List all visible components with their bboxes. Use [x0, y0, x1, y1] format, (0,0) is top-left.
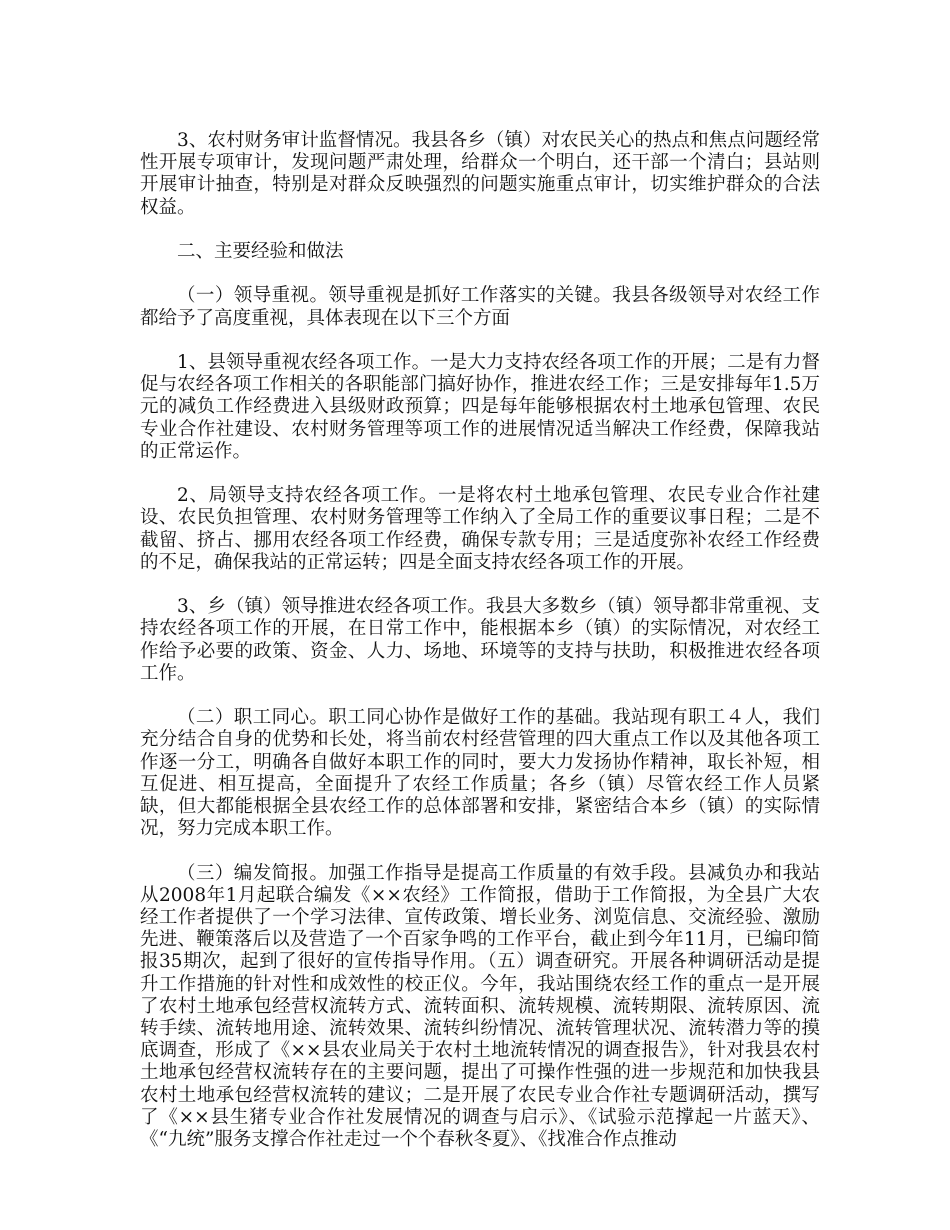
section-heading-experience: 二、主要经验和做法 — [177, 241, 344, 262]
paragraph-bureau-leadership: 2、局领导支持农经各项工作。一是将农村土地承包管理、农民专业合作社建设、农民负担管理、农村财务管理等工作纳入了全局工作的重要议事日程；二是不截留、挤占、挪用农经各项工作经费，确保专款专用；三是适度弥补农经工作经费的不足，确保我站的正常运转；四是全面支持农经各项工作的开展。 — [140, 485, 820, 573]
document-page — [140, 130, 820, 1151]
paragraph-briefings-research: （三）编发简报。加强工作指导是提高工作质量的有效手段。县减负办和我站从2008年1月起联合编发《××农经》工作简报，借助于工作简报，为全县广大农经工作者提供了一个学习法律、宣传政策、增长业务、浏览信息、交流经验、激励先进、鞭策落后以及营造了一个百家争鸣的工作平台，截止到今年11月，已编印简报35期次，起到了很好的宣传指导作用。（五）调查研究。开展各种调研活动是提升工作措施的针对性和成效性的校正仪。今年，我站围绕农经工作的重点一是开展了农村土地承包经营权流转方式、流转面积、流转规模、流转期限、流转原因、流转手续、流转地用途、流转效果、流转纠纷情况、流转管理状况、流转潜力等的摸底调查，形成了《××县农业局关于农村土地流转情况的调查报告》，针对我县农村土地承包经营权流转存在的主要问题，提出了可操作性强的进一步规范和加快我县农村土地承包经营权流转的建议；二是开展了农民专业合作社专题调研活动，撰写了《××县生猪专业合作社发展情况的调查与启示》、《试验示范撑起一片蓝天》、《“九统”服务支撑合作社走过一个个春秋冬夏》、《找准合作点推动 — [140, 862, 820, 1151]
paragraph-audit-supervision: 3、农村财务审计监督情况。我县各乡（镇）对农民关心的热点和焦点问题经常性开展专项审计，发现问题严肃处理，给群众一个明白，还干部一个清白；县站则开展审计抽查，特别是对群众反映强烈的问题实施重点审计，切实维护群众的合法权益。 — [140, 130, 820, 218]
paragraph-staff-unity: （二）职工同心。职工同心协作是做好工作的基础。我站现有职工４人，我们充分结合自身的优势和长处，将当前农村经营管理的四大重点工作以及其他各项工作逐一分工，明确各自做好本职工作的同时，要大力发扬协作精神，取长补短，相互促进、相互提高，全面提升了农经工作质量；各乡（镇）尽管农经工作人员紧缺，但大都能根据全县农经工作的总体部署和安排，紧密结合本乡（镇）的实际情况，努力完成本职工作。 — [140, 707, 820, 840]
paragraph-leadership: （一）领导重视。领导重视是抓好工作落实的关键。我县各级领导对农经工作都给予了高度重视，具体表现在以下三个方面 — [140, 285, 820, 329]
paragraph-county-leadership: 1、县领导重视农经各项工作。一是大力支持农经各项工作的开展；二是有力督促与农经各项工作相关的各职能部门搞好协作，推进农经工作；三是安排每年1.5万元的减负工作经费进入县级财政预算；四是每年能够根据农村土地承包管理、农民专业合作社建设、农村财务管理等项工作的进展情况适当解决工作经费，保障我站的正常运作。 — [140, 351, 820, 462]
paragraph-township-leadership: 3、乡（镇）领导推进农经各项工作。我县大多数乡（镇）领导都非常重视、支持农经各项工作的开展，在日常工作中，能根据本乡（镇）的实际情况，对农经工作给予必要的政策、资金、人力、场地、环境等的支持与扶助，积极推进农经各项工作。 — [140, 596, 820, 684]
